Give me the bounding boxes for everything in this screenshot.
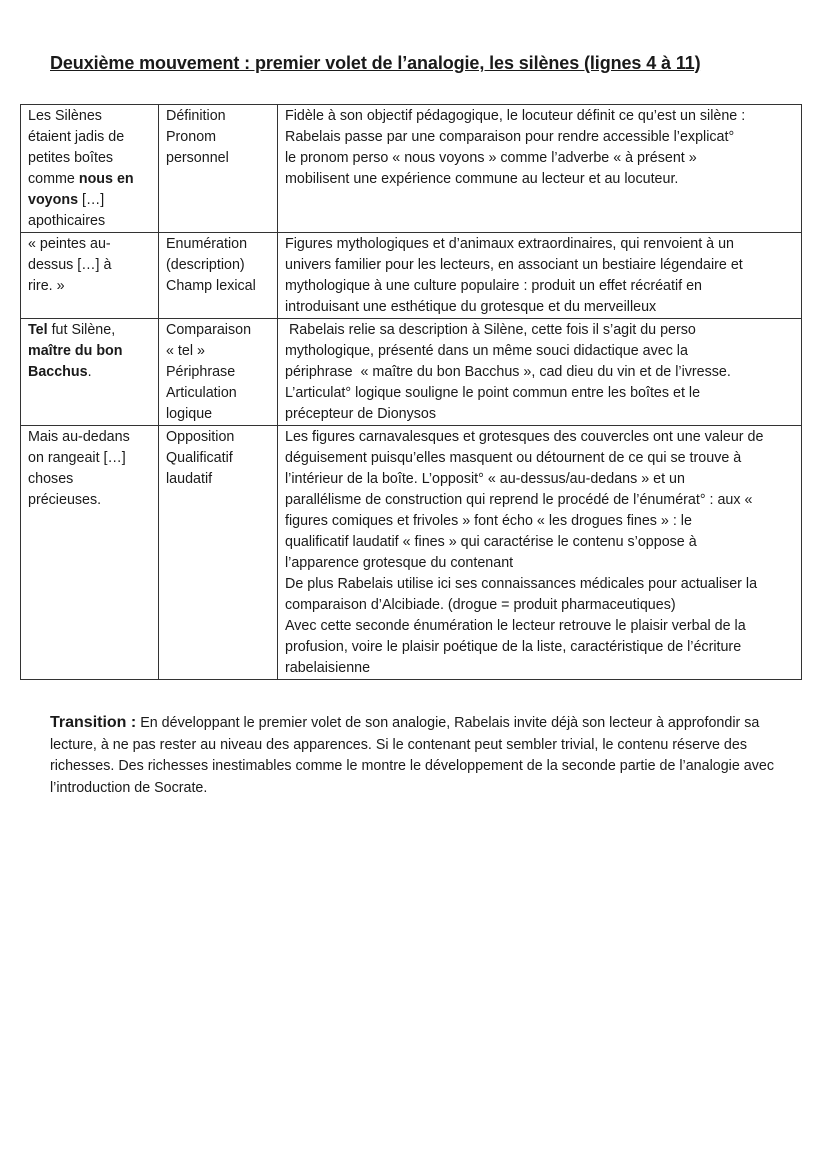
procede-item: logique xyxy=(166,406,213,422)
transition-label: Transition : xyxy=(50,714,137,731)
procedes-cell xyxy=(159,426,278,680)
quote-line: petites boîtes xyxy=(28,150,114,166)
quote-line xyxy=(28,169,151,190)
quote-cell xyxy=(21,319,159,426)
procede-item: (description) xyxy=(166,257,245,273)
analyse-line: périphrase « maître du bon Bacchus », cad dieu du vin et de l’ivresse. xyxy=(285,364,731,380)
procede-item: laudatif xyxy=(166,471,213,487)
table-row xyxy=(21,233,802,319)
analyse-line: précepteur de Dionysos xyxy=(285,406,436,422)
quote-line: choses xyxy=(28,471,74,487)
quote-line: « peintes au- xyxy=(28,236,111,252)
analyse-line: Les figures carnavalesques et grotesques des couvercles ont une valeur de xyxy=(285,429,764,445)
procede-item: personnel xyxy=(166,150,229,166)
analyse-line: univers familier pour les lecteurs, en associant un bestiaire légendaire et xyxy=(285,257,743,273)
quote-text: . xyxy=(87,364,92,380)
quote-cell xyxy=(21,233,159,319)
procede-item: Opposition xyxy=(166,429,235,445)
quote-line xyxy=(28,190,151,211)
quote-line: apothicaires xyxy=(28,213,106,229)
procede-item: Définition xyxy=(166,108,226,124)
procede-item: Articulation xyxy=(166,385,237,401)
analysis-table xyxy=(20,104,802,680)
table-row xyxy=(21,319,802,426)
quote-line: on rangeait […] xyxy=(28,450,126,466)
analyse-line: L’articulat° logique souligne le point commun entre les boîtes et le xyxy=(285,385,701,401)
analyse-line: Rabelais relie sa description à Silène, cette fois il s’agit du perso xyxy=(285,322,696,338)
analyse-line: le pronom perso « nous voyons » comme l’adverbe « à présent » xyxy=(285,150,697,166)
analyse-cell xyxy=(278,105,802,233)
quote-cell xyxy=(21,105,159,233)
procede-item: Pronom xyxy=(166,129,217,145)
table-row xyxy=(21,105,802,233)
analyse-line: Fidèle à son objectif pédagogique, le locuteur définit ce qu’est un silène : xyxy=(285,108,746,124)
quote-line xyxy=(28,320,151,341)
quote-emphasis: Bacchus xyxy=(28,364,88,380)
quote-line: étaient jadis de xyxy=(28,129,125,145)
quote-line: rire. » xyxy=(28,278,65,294)
table-row xyxy=(21,426,802,680)
quote-line: dessus […] à xyxy=(28,257,112,273)
analyse-line: mythologique, présenté dans un même souci didactique avec la xyxy=(285,343,688,359)
analyse-line: rabelaisienne xyxy=(285,660,371,676)
quote-text: fut Silène, xyxy=(47,322,116,338)
page-title: Deuxième mouvement : premier volet de l’analogie, les silènes (lignes 4 à 11) xyxy=(50,53,701,73)
transition-paragraph xyxy=(50,712,790,799)
analyse-line: l’apparence grotesque du contenant xyxy=(285,555,514,571)
analyse-cell xyxy=(278,426,802,680)
quote-text: […] xyxy=(78,192,105,208)
quote-line xyxy=(28,362,151,383)
analyse-line: qualificatif laudatif « fines » qui caractérise le contenu s’oppose à xyxy=(285,534,697,550)
analyse-line: figures comiques et frivoles » font écho « les drogues fines » : le xyxy=(285,513,692,529)
analyse-line: l’intérieur de la boîte. L’opposit° « au-dessus/au-dedans » et un xyxy=(285,471,685,487)
analyse-line: mythologique à une culture populaire : produit un effet récréatif en xyxy=(285,278,702,294)
procede-item: Périphrase xyxy=(166,364,236,380)
analyse-line: déguisement puisqu’elles masquent ou détournent de ce qui se trouve à xyxy=(285,450,742,466)
procede-item: Qualificatif xyxy=(166,450,233,466)
procede-item: Enumération xyxy=(166,236,248,252)
analyse-line: profusion, voire le plaisir poétique de la liste, caractéristique de l’écriture xyxy=(285,639,742,655)
quote-emphasis: nous en xyxy=(78,171,134,187)
analyse-line: De plus Rabelais utilise ici ses connaissances médicales pour actualiser la xyxy=(285,576,758,592)
analyse-cell xyxy=(278,319,802,426)
quote-line: Mais au-dedans xyxy=(28,429,130,445)
procedes-cell xyxy=(159,105,278,233)
quote-text: comme xyxy=(28,171,79,187)
analyse-cell xyxy=(278,233,802,319)
procedes-cell xyxy=(159,319,278,426)
analyse-line: comparaison d’Alcibiade. (drogue = produit pharmaceutiques) xyxy=(285,597,676,613)
quote-emphasis: voyons xyxy=(28,192,79,208)
analyse-line: mobilisent une expérience commune au lecteur et au locuteur. xyxy=(285,171,679,187)
analyse-line: Figures mythologiques et d’animaux extraordinaires, qui renvoient à un xyxy=(285,236,735,252)
transition-text: En développant le premier volet de son analogie, Rabelais invite déjà son lecteur à approfondir sa lecture, à ne pas rester au niveau des apparences. Si le contenant peut sembler trivial, le contenu réserve des richesses. Des richesses inestimables comme le montre le développement de la seconde partie de l’analogie avec l’introduction de Socrate. xyxy=(50,715,774,796)
analyse-line: Rabelais passe par une comparaison pour rendre accessible l’explicat° xyxy=(285,129,735,145)
quote-emphasis: Tel xyxy=(28,322,48,338)
analyse-line: parallélisme de construction qui reprend le procédé de l’énumérat° : aux « xyxy=(285,492,753,508)
analyse-line: Avec cette seconde énumération le lecteur retrouve le plaisir verbal de la xyxy=(285,618,746,634)
procede-item: « tel » xyxy=(166,343,205,359)
procede-item: Comparaison xyxy=(166,322,252,338)
procede-item: Champ lexical xyxy=(166,278,256,294)
quote-line: Les Silènes xyxy=(28,108,102,124)
quote-line: maître du bon xyxy=(28,343,123,359)
analyse-line: introduisant une esthétique du grotesque et du merveilleux xyxy=(285,299,657,315)
procedes-cell xyxy=(159,233,278,319)
quote-line: précieuses. xyxy=(28,492,102,508)
quote-cell xyxy=(21,426,159,680)
